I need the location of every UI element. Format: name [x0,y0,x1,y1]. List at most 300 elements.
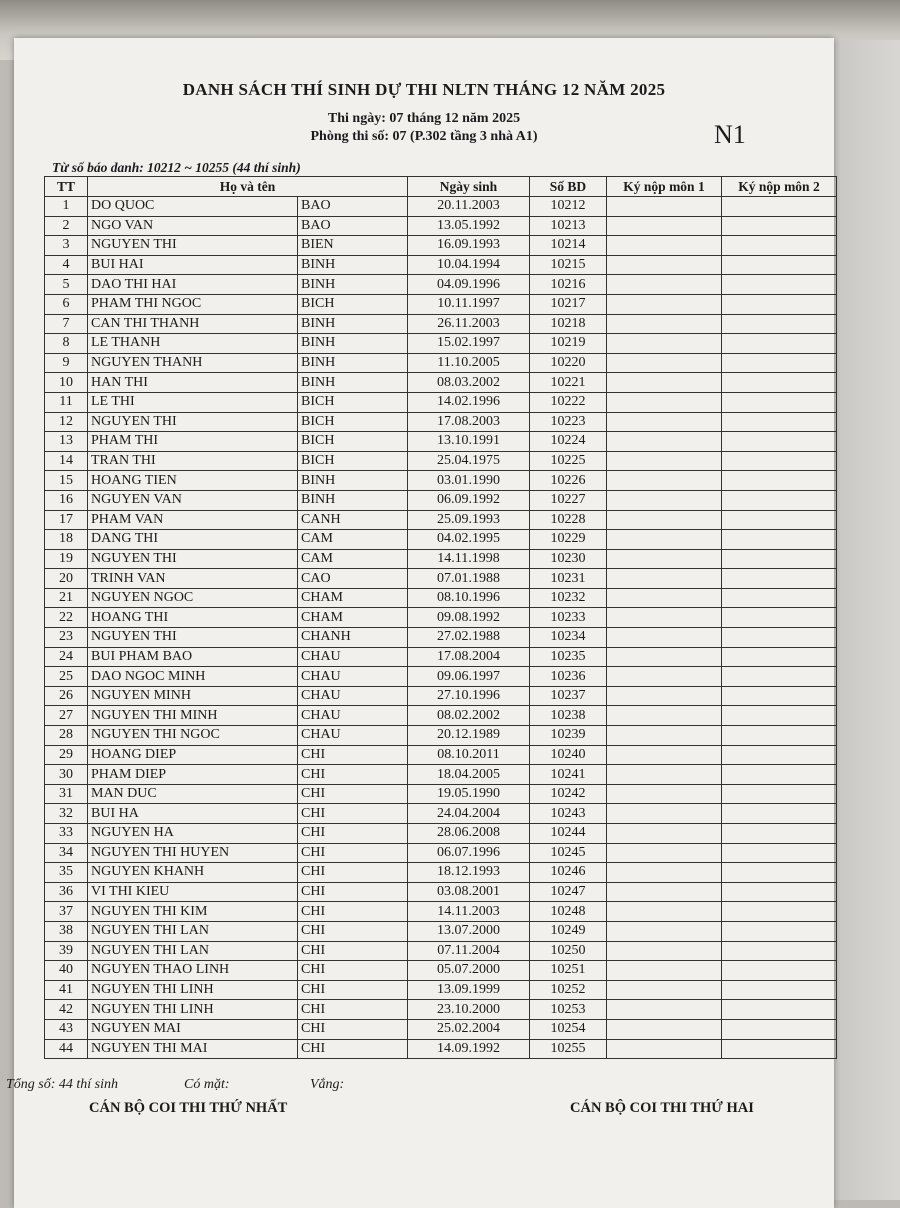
row-first-name: BINH [298,255,408,275]
row-first-name: CHI [298,902,408,922]
table-row [45,294,837,314]
row-sbd: 10253 [530,1000,607,1020]
table-row [45,432,837,452]
row-first-name: BINH [298,373,408,393]
row-number: 28 [45,726,88,746]
header-tt: TT [45,177,88,197]
row-sbd: 10219 [530,334,607,354]
table-row [45,804,837,824]
present-label: Có mặt: [184,1077,230,1092]
row-sbd: 10218 [530,314,607,334]
row-first-name: CHI [298,1039,408,1059]
table-row [45,1039,837,1059]
row-sign1-cell [607,784,722,804]
row-last-name: NGUYEN THI LINH [88,980,298,1000]
table-row [45,1019,837,1039]
row-sign1-cell [607,647,722,667]
row-number: 26 [45,686,88,706]
row-sign2-cell [722,334,837,354]
row-sbd: 10220 [530,353,607,373]
row-sign1-cell [607,824,722,844]
proctor-1-label: CÁN BỘ COI THI THỨ NHẤT [89,1100,288,1116]
row-dob: 08.10.1996 [408,588,530,608]
row-sbd: 10234 [530,628,607,648]
table-row [45,255,837,275]
row-sbd: 10242 [530,784,607,804]
row-first-name: BICH [298,432,408,452]
row-sign2-cell [722,353,837,373]
row-number: 33 [45,824,88,844]
row-last-name: NGUYEN THI HUYEN [88,843,298,863]
table-row [45,216,837,236]
row-number: 17 [45,510,88,530]
row-number: 34 [45,843,88,863]
row-sign1-cell [607,706,722,726]
row-sign2-cell [722,921,837,941]
row-sign1-cell [607,314,722,334]
row-sbd: 10240 [530,745,607,765]
row-first-name: BIEN [298,236,408,256]
row-first-name: BAO [298,197,408,217]
row-sign2-cell [722,706,837,726]
row-dob: 19.05.1990 [408,784,530,804]
row-number: 14 [45,451,88,471]
row-number: 20 [45,569,88,589]
row-number: 19 [45,549,88,569]
row-sbd: 10226 [530,471,607,491]
row-sign1-cell [607,588,722,608]
row-sign2-cell [722,1039,837,1059]
row-first-name: BINH [298,334,408,354]
row-number: 8 [45,334,88,354]
row-number: 41 [45,980,88,1000]
row-dob: 14.11.2003 [408,902,530,922]
row-first-name: CHI [298,882,408,902]
row-dob: 28.06.2008 [408,824,530,844]
candidate-range: Từ số báo danh: 10212 ~ 10255 (44 thí sinh) [52,160,301,175]
row-dob: 10.04.1994 [408,255,530,275]
table-row [45,490,837,510]
row-sbd: 10232 [530,588,607,608]
row-sbd: 10213 [530,216,607,236]
row-sign2-cell [722,804,837,824]
row-dob: 18.04.2005 [408,765,530,785]
row-sign1-cell [607,392,722,412]
row-first-name: BICH [298,392,408,412]
row-sign2-cell [722,961,837,981]
row-sign1-cell [607,961,722,981]
row-sign1-cell [607,882,722,902]
row-sign2-cell [722,314,837,334]
table-row [45,353,837,373]
table-row [45,569,837,589]
row-first-name: BICH [298,294,408,314]
row-sign1-cell [607,530,722,550]
row-sbd: 10222 [530,392,607,412]
exam-list-sheet [6,38,834,1208]
row-number: 7 [45,314,88,334]
row-sbd: 10215 [530,255,607,275]
row-sign1-cell [607,216,722,236]
row-number: 12 [45,412,88,432]
proctor-2-label: CÁN BỘ COI THI THỨ HAI [570,1100,754,1116]
row-sign1-cell [607,686,722,706]
row-last-name: NGUYEN THI MINH [88,706,298,726]
row-sbd: 10245 [530,843,607,863]
table-row [45,549,837,569]
row-sign2-cell [722,902,837,922]
table-row [45,647,837,667]
row-number: 35 [45,863,88,883]
row-dob: 09.08.1992 [408,608,530,628]
table-row [45,628,837,648]
row-dob: 03.01.1990 [408,471,530,491]
row-number: 10 [45,373,88,393]
row-sign2-cell [722,197,837,217]
total-count: Tổng số: 44 thí sinh [6,1077,119,1092]
row-sbd: 10252 [530,980,607,1000]
row-last-name: NGUYEN THI [88,236,298,256]
row-dob: 04.02.1995 [408,530,530,550]
row-sign2-cell [722,275,837,295]
row-sign1-cell [607,804,722,824]
table-row [45,784,837,804]
row-last-name: VI THI KIEU [88,882,298,902]
row-sign1-cell [607,510,722,530]
table-header-row [45,177,837,197]
row-last-name: DANG THI [88,530,298,550]
table-row [45,686,837,706]
row-first-name: CHI [298,843,408,863]
row-sign1-cell [607,353,722,373]
row-sign2-cell [722,843,837,863]
row-first-name: CHAU [298,726,408,746]
row-sbd: 10255 [530,1039,607,1059]
table-row [45,530,837,550]
exam-room: Phòng thi số: 07 (P.302 tầng 3 nhà A1) [310,129,538,144]
row-dob: 17.08.2004 [408,647,530,667]
row-number: 40 [45,961,88,981]
row-number: 4 [45,255,88,275]
row-first-name: CHAU [298,667,408,687]
row-sbd: 10229 [530,530,607,550]
row-sign1-cell [607,902,722,922]
row-sbd: 10217 [530,294,607,314]
row-number: 6 [45,294,88,314]
table-row [45,510,837,530]
row-last-name: PHAM THI [88,432,298,452]
room-code: N1 [714,120,746,149]
row-dob: 14.02.1996 [408,392,530,412]
row-sign1-cell [607,334,722,354]
row-number: 21 [45,588,88,608]
row-number: 38 [45,921,88,941]
row-dob: 11.10.2005 [408,353,530,373]
row-first-name: CHANH [298,628,408,648]
table-row [45,863,837,883]
row-first-name: CHI [298,980,408,1000]
row-dob: 13.09.1999 [408,980,530,1000]
row-dob: 09.06.1997 [408,667,530,687]
row-sign2-cell [722,686,837,706]
table-row [45,843,837,863]
header-name: Họ và tên [88,177,408,197]
row-sign1-cell [607,843,722,863]
row-number: 23 [45,628,88,648]
row-dob: 04.09.1996 [408,275,530,295]
row-sign2-cell [722,471,837,491]
table-row [45,197,837,217]
row-sign2-cell [722,745,837,765]
table-row [45,726,837,746]
table-row [45,373,837,393]
row-sign1-cell [607,726,722,746]
row-dob: 27.10.1996 [408,686,530,706]
row-sbd: 10233 [530,608,607,628]
row-sign2-cell [722,667,837,687]
row-first-name: CHI [298,941,408,961]
table-row [45,902,837,922]
row-number: 9 [45,353,88,373]
candidate-table [44,176,837,1059]
row-dob: 25.09.1993 [408,510,530,530]
row-sbd: 10251 [530,961,607,981]
row-sbd: 10223 [530,412,607,432]
row-sbd: 10244 [530,824,607,844]
row-sign1-cell [607,255,722,275]
table-row [45,588,837,608]
row-first-name: CHI [298,804,408,824]
row-number: 18 [45,530,88,550]
row-first-name: CHI [298,1000,408,1020]
row-dob: 25.04.1975 [408,451,530,471]
row-first-name: CHI [298,824,408,844]
header-dob: Ngày sinh [408,177,530,197]
row-sign1-cell [607,471,722,491]
row-sbd: 10224 [530,432,607,452]
row-first-name: BICH [298,451,408,471]
row-sign1-cell [607,980,722,1000]
row-number: 32 [45,804,88,824]
row-last-name: DAO THI HAI [88,275,298,295]
row-dob: 15.02.1997 [408,334,530,354]
row-sign1-cell [607,294,722,314]
row-number: 5 [45,275,88,295]
row-sbd: 10214 [530,236,607,256]
table-row [45,471,837,491]
row-sign2-cell [722,490,837,510]
row-last-name: NGUYEN THI [88,628,298,648]
row-number: 31 [45,784,88,804]
exam-date: Thi ngày: 07 tháng 12 năm 2025 [327,111,521,126]
absent-label: Vắng: [310,1077,345,1092]
row-last-name: LE THI [88,392,298,412]
row-dob: 20.12.1989 [408,726,530,746]
row-dob: 23.10.2000 [408,1000,530,1020]
row-sign2-cell [722,608,837,628]
row-sign1-cell [607,1019,722,1039]
row-sign2-cell [722,1019,837,1039]
row-last-name: HAN THI [88,373,298,393]
row-number: 36 [45,882,88,902]
row-dob: 16.09.1993 [408,236,530,256]
table-row [45,1000,837,1020]
row-sign2-cell [722,588,837,608]
row-sbd: 10254 [530,1019,607,1039]
row-sbd: 10243 [530,804,607,824]
row-last-name: BUI HA [88,804,298,824]
table-row [45,392,837,412]
row-sign2-cell [722,647,837,667]
row-sign2-cell [722,236,837,256]
row-last-name: TRINH VAN [88,569,298,589]
row-last-name: PHAM VAN [88,510,298,530]
row-sign2-cell [722,216,837,236]
table-row [45,765,837,785]
row-number: 2 [45,216,88,236]
row-sign2-cell [722,510,837,530]
row-first-name: CHI [298,745,408,765]
row-sign2-cell [722,392,837,412]
row-dob: 08.10.2011 [408,745,530,765]
row-sign2-cell [722,432,837,452]
row-first-name: CHI [298,765,408,785]
row-sbd: 10236 [530,667,607,687]
row-sign1-cell [607,863,722,883]
row-number: 16 [45,490,88,510]
row-number: 13 [45,432,88,452]
row-sign2-cell [722,784,837,804]
table-row [45,608,837,628]
row-first-name: CHAU [298,706,408,726]
row-sign2-cell [722,980,837,1000]
row-number: 29 [45,745,88,765]
row-first-name: BICH [298,412,408,432]
row-last-name: NGUYEN THI LAN [88,921,298,941]
row-dob: 10.11.1997 [408,294,530,314]
row-last-name: HOANG THI [88,608,298,628]
row-sign1-cell [607,197,722,217]
row-first-name: CHI [298,1019,408,1039]
row-sign1-cell [607,941,722,961]
table-row [45,667,837,687]
row-first-name: BAO [298,216,408,236]
table-row [45,412,837,432]
row-last-name: NGUYEN KHANH [88,863,298,883]
row-first-name: CHAM [298,588,408,608]
row-sign1-cell [607,608,722,628]
row-sign2-cell [722,412,837,432]
table-row [45,921,837,941]
row-last-name: HOANG DIEP [88,745,298,765]
row-sign1-cell [607,667,722,687]
row-last-name: NGUYEN THANH [88,353,298,373]
table-row [45,334,837,354]
table-row [45,882,837,902]
row-last-name: NGUYEN THI NGOC [88,726,298,746]
row-dob: 24.04.2004 [408,804,530,824]
row-dob: 13.07.2000 [408,921,530,941]
row-last-name: NGUYEN NGOC [88,588,298,608]
row-last-name: NGUYEN THI LINH [88,1000,298,1020]
row-last-name: NGUYEN THI LAN [88,941,298,961]
row-first-name: BINH [298,490,408,510]
row-sign1-cell [607,765,722,785]
row-sign1-cell [607,1039,722,1059]
row-first-name: CHAU [298,686,408,706]
row-number: 27 [45,706,88,726]
row-number: 44 [45,1039,88,1059]
row-sbd: 10237 [530,686,607,706]
row-first-name: CAM [298,549,408,569]
row-sign2-cell [722,863,837,883]
table-row [45,961,837,981]
table-row [45,980,837,1000]
header-sign1: Ký nộp môn 1 [607,177,722,197]
row-last-name: PHAM DIEP [88,765,298,785]
row-number: 25 [45,667,88,687]
row-sign1-cell [607,628,722,648]
table-row [45,314,837,334]
row-sbd: 10246 [530,863,607,883]
table-row [45,451,837,471]
row-number: 37 [45,902,88,922]
row-sign1-cell [607,921,722,941]
row-dob: 20.11.2003 [408,197,530,217]
row-first-name: BINH [298,471,408,491]
row-sign2-cell [722,882,837,902]
row-last-name: TRAN THI [88,451,298,471]
table-row [45,824,837,844]
row-last-name: NGUYEN THI MAI [88,1039,298,1059]
row-dob: 08.02.2002 [408,706,530,726]
row-sign2-cell [722,1000,837,1020]
row-last-name: NGUYEN MAI [88,1019,298,1039]
row-dob: 03.08.2001 [408,882,530,902]
row-last-name: NGUYEN THI KIM [88,902,298,922]
row-sbd: 10221 [530,373,607,393]
wall-background-right [830,40,900,1200]
row-first-name: BINH [298,275,408,295]
row-last-name: NGUYEN THAO LINH [88,961,298,981]
row-first-name: BINH [298,314,408,334]
row-dob: 07.11.2004 [408,941,530,961]
row-sbd: 10235 [530,647,607,667]
candidate-rows [45,197,837,1059]
table-row [45,745,837,765]
row-dob: 27.02.1988 [408,628,530,648]
row-last-name: NGUYEN THI [88,412,298,432]
row-first-name: CAO [298,569,408,589]
row-dob: 25.02.2004 [408,1019,530,1039]
row-number: 30 [45,765,88,785]
row-last-name: NGUYEN HA [88,824,298,844]
row-dob: 14.11.1998 [408,549,530,569]
row-sign2-cell [722,530,837,550]
row-number: 1 [45,197,88,217]
row-sbd: 10249 [530,921,607,941]
table-row [45,706,837,726]
row-last-name: BUI HAI [88,255,298,275]
row-sbd: 10239 [530,726,607,746]
row-dob: 07.01.1988 [408,569,530,589]
row-sign1-cell [607,236,722,256]
row-sign2-cell [722,294,837,314]
row-number: 24 [45,647,88,667]
row-sign1-cell [607,275,722,295]
row-sbd: 10225 [530,451,607,471]
row-dob: 06.09.1992 [408,490,530,510]
